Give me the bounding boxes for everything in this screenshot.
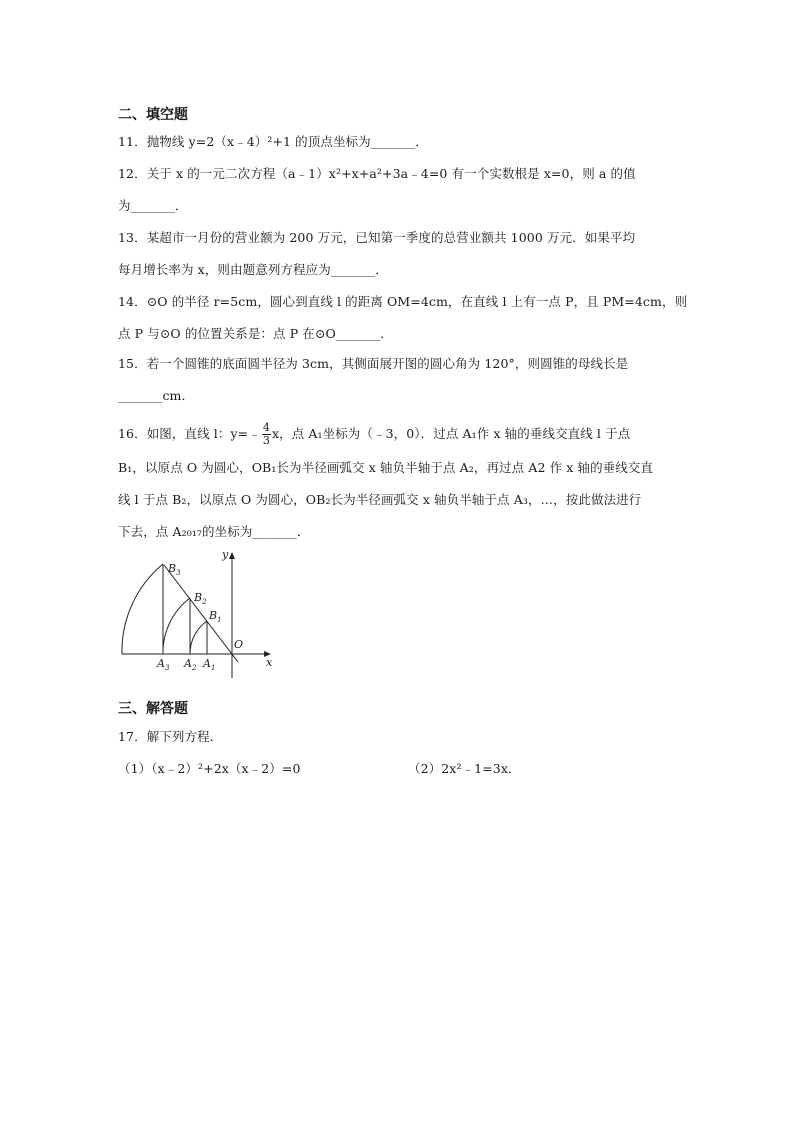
question-13-line-1: 13．某超市一月份的营业额为 200 万元，已知第一季度的总营业额共 1000 万元．如果平均	[118, 230, 636, 245]
question-17-part-1: （1）（x﹣2）²+2x（x﹣2）=0	[118, 761, 301, 776]
label-b2-letter: B	[194, 591, 203, 604]
label-a3-subscript: 3	[164, 664, 170, 672]
question-15-line-1: 15．若一个圆锥的底面圆半径为 3cm，其侧面展开图的圆心角为 120°，则圆锥的母线长是	[118, 356, 629, 371]
fraction-numerator: 4	[262, 421, 270, 434]
arc-b2-a3	[163, 598, 190, 654]
label-a3-letter: A	[157, 657, 165, 670]
label-b2	[193, 591, 207, 606]
geometry-figure	[118, 546, 278, 680]
section-title-answers: 三、解答题	[118, 701, 188, 717]
label-a3	[156, 657, 170, 672]
question-17-part-2: （2）2x²﹣1=3x．	[408, 761, 521, 776]
fraction-denominator: 3	[262, 434, 270, 447]
question-14-line-1: 14．⊙O 的半径 r=5cm，圆心到直线 l 的距离 OM=4cm，在直线 l 上有一点 P，且 PM=4cm，则	[118, 294, 688, 309]
question-16-line-1-end: x，点 A₁坐标为（﹣3，0）．过点 A₁作 x 轴的垂线交直线 l 于点	[271, 426, 631, 441]
label-a1-subscript: 1	[210, 664, 216, 672]
label-x: x	[266, 656, 273, 669]
label-y: y	[222, 548, 229, 561]
arc-b1-a2	[190, 621, 207, 654]
question-13-line-2: 每月增长率为 x，则由题意列方程应为_______．	[118, 262, 388, 277]
label-b3	[167, 562, 181, 577]
fraction-four-thirds	[262, 422, 271, 447]
label-b1-subscript: 1	[217, 616, 222, 624]
question-16-line-3: 线 l 于点 B₂，以原点 O 为圆心，OB₂长为半径画弧交 x 轴负半轴于点 A₃，…，按此做法进行	[118, 492, 642, 507]
question-17-title: 17．解下列方程．	[118, 729, 223, 744]
question-15-line-2: _______cm．	[118, 388, 195, 403]
label-a1	[202, 657, 215, 672]
label-b3-letter: B	[168, 562, 177, 575]
question-16-line-2: B₁，以原点 O 为圆心，OB₁长为半径画弧交 x 轴负半轴于点 A₂，再过点 A2 作 x 轴的垂线交直	[118, 460, 654, 475]
label-b1-letter: B	[209, 609, 218, 622]
label-a2-letter: A	[184, 657, 192, 670]
question-16-line-4: 下去，点 A₂₀₁₇的坐标为_______．	[118, 524, 310, 539]
y-axis-arrow	[229, 552, 235, 559]
label-a1-letter: A	[203, 657, 211, 670]
question-11: 11．抛物线 y=2（x﹣4）²+1 的顶点坐标为_______．	[118, 134, 428, 149]
label-b2-subscript: 2	[202, 598, 207, 606]
label-a2	[183, 657, 197, 672]
label-origin: O	[234, 638, 244, 651]
label-b1	[208, 609, 222, 624]
question-16-line-1	[118, 422, 678, 447]
question-12-line-1: 12．关于 x 的一元二次方程（a﹣1）x²+x+a²+3a﹣4=0 有一个实数根是 x=0，则 a 的值	[118, 166, 636, 181]
question-14-line-2: 点 P 与⊙O 的位置关系是：点 P 在⊙O_______．	[118, 326, 393, 341]
label-b3-subscript: 3	[176, 569, 181, 577]
section-title-fill-in: 二、填空题	[118, 107, 188, 123]
question-12-line-2: 为_______．	[118, 198, 188, 213]
question-16-line-1-start: 16．如图，直线 l：y=﹣	[118, 426, 261, 441]
label-a2-subscript: 2	[191, 664, 197, 672]
arc-b3-a4	[122, 564, 163, 654]
